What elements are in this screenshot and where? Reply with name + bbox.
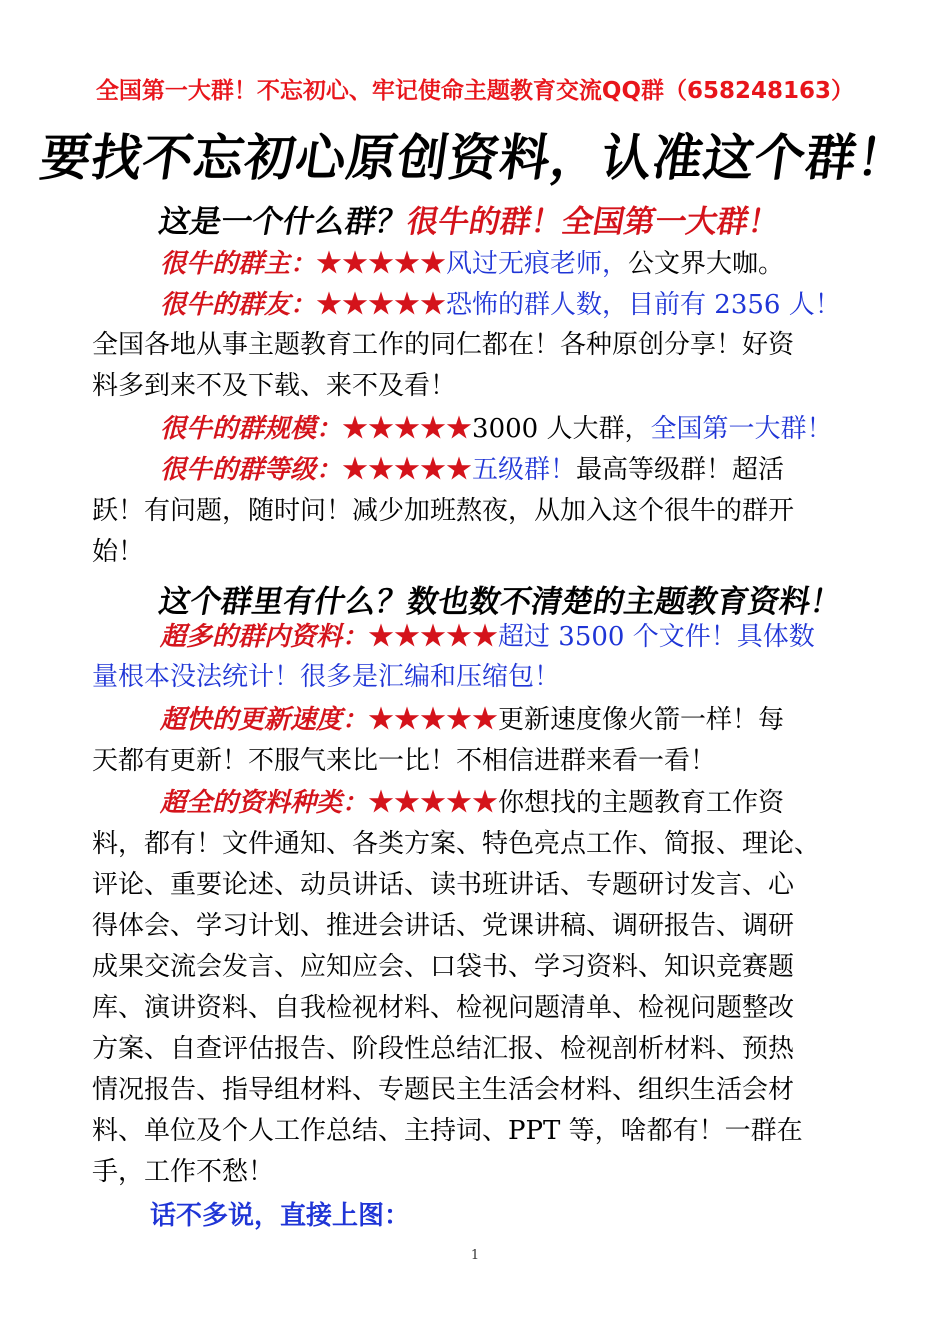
members-label: 很牛的群友： — [160, 290, 317, 320]
level-text: 最高等级群！超活 — [576, 455, 785, 485]
types-desc-line: 成果交流会发言、应知应会、口袋书、学习资料、知识竞赛题 — [92, 952, 795, 982]
members-count: 恐怖的群人数，目前有 2356 人！ — [446, 290, 841, 320]
page-title: 要找不忘初心原创资料，认准这个群！ — [36, 128, 913, 187]
speed-label: 超快的更新速度： — [160, 705, 369, 735]
files-desc-line: 量根本没法统计！很多是汇编和压缩包！ — [92, 662, 561, 692]
members-desc-line: 全国各地从事主题教育工作的同仁都在！各种原创分享！好资 — [92, 330, 795, 360]
scale-highlight: 全国第一大群！ — [650, 414, 833, 444]
owner-label: 很牛的群主： — [160, 249, 317, 279]
owner-name: 风过无痕老师， — [446, 249, 629, 279]
section-heading-2: 这个群里有什么？数也数不清楚的主题教育资料！ — [156, 584, 845, 620]
level-desc-line: 跃！有问题，随时问！减少加班熬夜，从加入这个很牛的群开 — [92, 496, 795, 526]
types-line — [160, 783, 940, 823]
star-rating: ★★★★★ — [368, 705, 499, 735]
files-line — [160, 617, 940, 657]
page-number: 1 — [470, 1248, 480, 1263]
types-desc-line: 库、演讲资料、自我检视材料、检视问题清单、检视问题整改 — [92, 993, 795, 1023]
speed-text: 更新速度像火箭一样！每 — [498, 705, 785, 735]
types-desc-line: 手，工作不愁！ — [92, 1157, 275, 1187]
level-desc-line: 始！ — [92, 537, 145, 567]
types-desc-line: 情况报告、指导组材料、专题民主生活会材料、组织生活会材 — [92, 1075, 795, 1105]
star-rating: ★★★★★ — [368, 788, 499, 818]
section-question: 这是一个什么群？ — [156, 204, 411, 240]
star-rating: ★★★★★ — [316, 290, 447, 320]
level-line — [160, 450, 940, 490]
types-desc-line: 料、单位及个人工作总结、主持词、PPT 等，啥都有！一群在 — [92, 1116, 803, 1146]
star-rating: ★★★★★ — [342, 414, 473, 444]
top-banner: 全国第一大群！不忘初心、牢记使命主题教育交流QQ群（658248163） — [95, 78, 855, 104]
types-desc-line: 评论、重要论述、动员讲话、读书班讲话、专题研讨发言、心 — [92, 870, 795, 900]
speed-desc-line: 天都有更新！不服气来比一比！不相信进群来看一看！ — [92, 746, 717, 776]
owner-desc: 公文界大咖。 — [628, 249, 785, 279]
star-rating: ★★★★★ — [342, 455, 473, 485]
scale-label: 很牛的群规模： — [160, 414, 343, 444]
scale-line — [160, 409, 940, 449]
section-heading-1 — [156, 196, 784, 241]
section-answer: 很牛的群！全国第一大群！ — [404, 204, 783, 240]
star-rating: ★★★★★ — [316, 249, 447, 279]
types-label: 超全的资料种类： — [160, 788, 369, 818]
types-desc-line: 得体会、学习计划、推进会讲话、党课讲稿、调研报告、调研 — [92, 911, 795, 941]
types-desc-line: 料，都有！文件通知、各类方案、特色亮点工作、简报、理论、 — [92, 829, 821, 859]
scale-text: 3000 人大群， — [472, 414, 651, 444]
types-text: 你想找的主题教育工作资 — [498, 788, 785, 818]
files-label: 超多的群内资料： — [160, 622, 369, 652]
level-label: 很牛的群等级： — [160, 455, 343, 485]
members-desc-line: 料多到来不及下载、来不及看！ — [92, 371, 457, 401]
star-rating: ★★★★★ — [368, 622, 499, 652]
owner-line — [160, 244, 940, 284]
closing-line: 话不多说，直接上图： — [150, 1201, 411, 1231]
types-desc-line: 方案、自查评估报告、阶段性总结汇报、检视剖析材料、预热 — [92, 1034, 795, 1064]
level-highlight: 五级群！ — [472, 455, 577, 485]
speed-line — [160, 700, 940, 740]
files-count: 超过 3500 个文件！具体数 — [498, 622, 815, 652]
members-line — [160, 285, 940, 325]
